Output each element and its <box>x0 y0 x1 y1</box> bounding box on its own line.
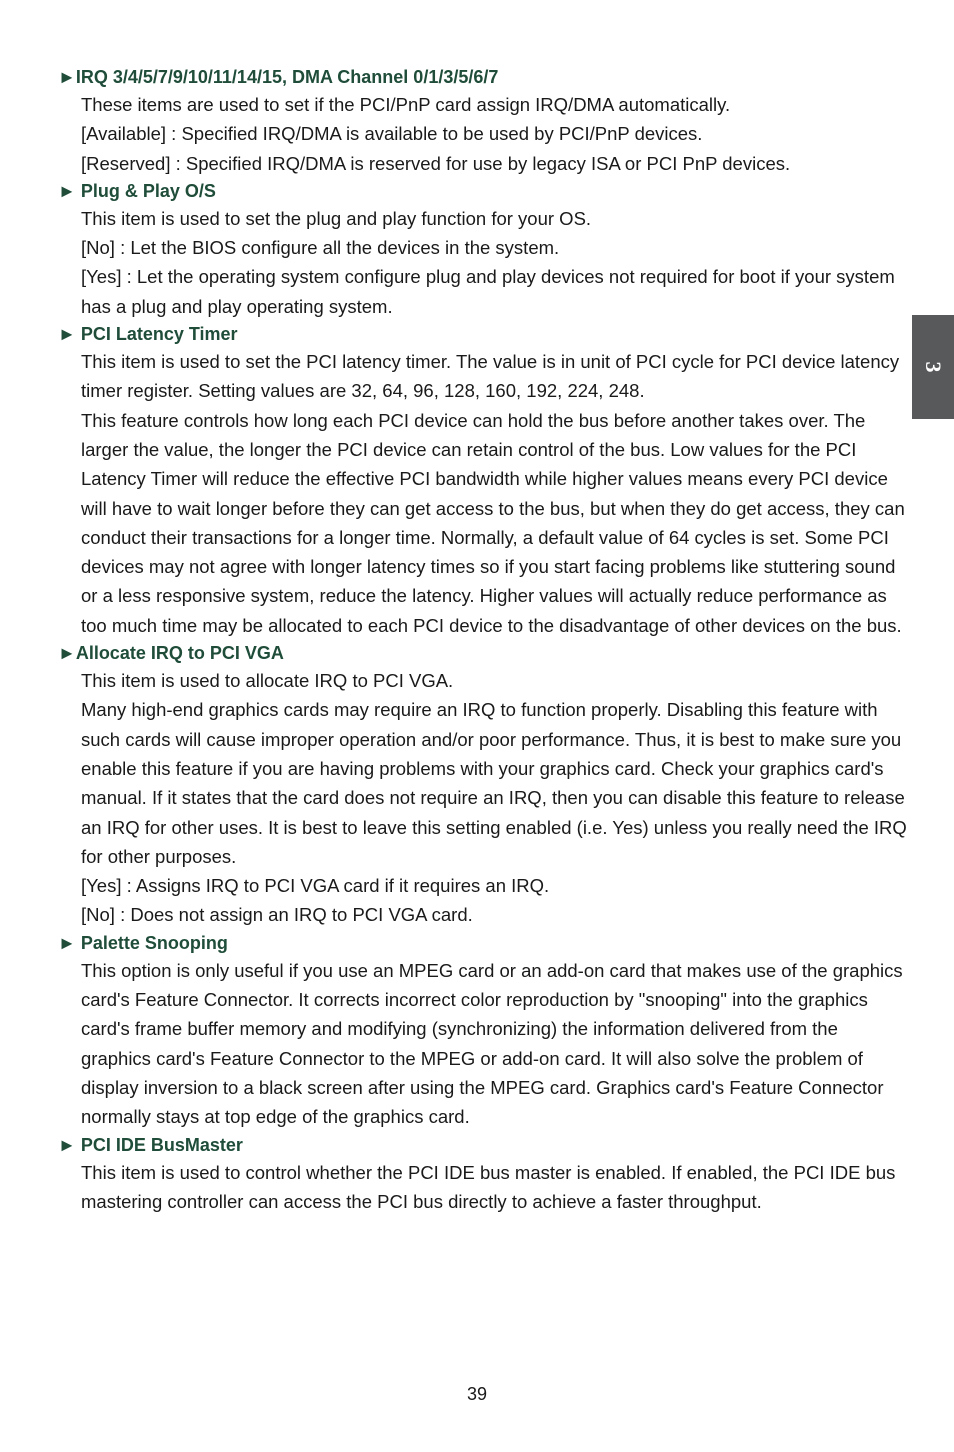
section-plug-and-play <box>58 178 908 321</box>
paragraph: [No] : Does not assign an IRQ to PCI VGA card. <box>81 904 473 926</box>
section-pci-ide-busmaster <box>58 1132 908 1217</box>
section-pci-latency-timer <box>58 321 908 640</box>
section-irq-dma <box>58 64 908 178</box>
paragraph: [Yes] : Assigns IRQ to PCI VGA card if it requires an IRQ. <box>81 875 550 897</box>
chapter-side-tab <box>912 315 954 419</box>
chapter-number: 3 <box>921 361 946 373</box>
paragraph: Many high-end graphics cards may require an IRQ to function properly. Disabling this feature with such cards will cause improper operation and/or poor performance. Thus, it is best to make sure you enable this feature if you are having problems with your graphics card. Check your graphics card's manual. If it states that the card does not require an IRQ, then you can disable this feature to release an IRQ for other uses. It is best to leave this setting enabled (i.e. Yes) unless you really need the IRQ for other purposes. <box>81 699 907 867</box>
paragraph: This item is used to control whether the PCI IDE bus master is enabled. If enabled, the PCI IDE bus mastering controller can access the PCI bus directly to achieve a faster throughput. <box>81 1161 896 1212</box>
section-heading: ► PCI Latency Timer <box>58 324 238 345</box>
page-number: 39 <box>466 1384 488 1404</box>
paragraph: [No] : Let the BIOS configure all the devices in the system. <box>81 237 560 259</box>
paragraph: This item is used to allocate IRQ to PCI VGA. <box>81 670 454 692</box>
paragraph: These items are used to set if the PCI/PnP card assign IRQ/DMA automatically. <box>81 94 731 115</box>
paragraph: This item is used to set the plug and play function for your OS. <box>81 207 592 229</box>
section-heading: ► Palette Snooping <box>58 932 228 953</box>
manual-page-content <box>58 64 908 1216</box>
section-heading: ► Plug & Play O/S <box>58 180 216 201</box>
paragraph: This option is only useful if you use an MPEG card or an add-on card that makes use of the graphics card's Feature Connector. It corrects incorrect color reproduction by "snooping" into the graphics card's frame buffer memory and modifying (synchronizing) the information delivered from the graphics card's Feature Connector to the MPEG or add-on card. It will also solve the problem of display inversion to a black screen after using the MPEG card. Graphics card's Feature Connector normally stays at top edge of the graphics card. <box>81 959 903 1128</box>
paragraph: [Available] : Specified IRQ/DMA is available to be used by PCI/PnP devices. <box>81 123 703 145</box>
paragraph: [Reserved] : Specified IRQ/DMA is reserved for use by legacy ISA or PCI PnP devices. <box>81 152 791 174</box>
section-allocate-irq-vga <box>58 640 908 930</box>
section-heading: ►Allocate IRQ to PCI VGA <box>58 643 284 664</box>
paragraph: This item is used to set the PCI latency timer. The value is in unit of PCI cycle for PCI device latency timer register. Setting values are 32, 64, 96, 128, 160, 192, 224, 248. <box>81 351 900 402</box>
paragraph: [Yes] : Let the operating system configure plug and play devices not required for boot if your system has a plug and play operating system. <box>81 266 895 317</box>
paragraph: This feature controls how long each PCI device can hold the bus before another takes over. The larger the value, the longer the PCI device can retain control of the bus. Low values for the PCI Latency Timer will reduce the effective PCI bandwidth while higher values means every PCI device will have to wait longer before they can get access to the bus, but when they do get access, they can conduct their transactions for a longer time. Normally, a default value of 64 cycles is set. Some PCI devices may not agree with longer latency times so if you start facing problems like stuttering sound or a less responsive system, reduce the latency. Higher values will actually reduce performance as too much time may be allocated to each PCI device to the disadvantage of other devices on the bus. <box>81 409 905 636</box>
section-palette-snooping <box>58 930 908 1132</box>
section-heading: ► PCI IDE BusMaster <box>58 1134 243 1155</box>
section-heading: ►IRQ 3/4/5/7/9/10/11/14/15, DMA Channel 0/1/3/5/6/7 <box>58 67 499 87</box>
